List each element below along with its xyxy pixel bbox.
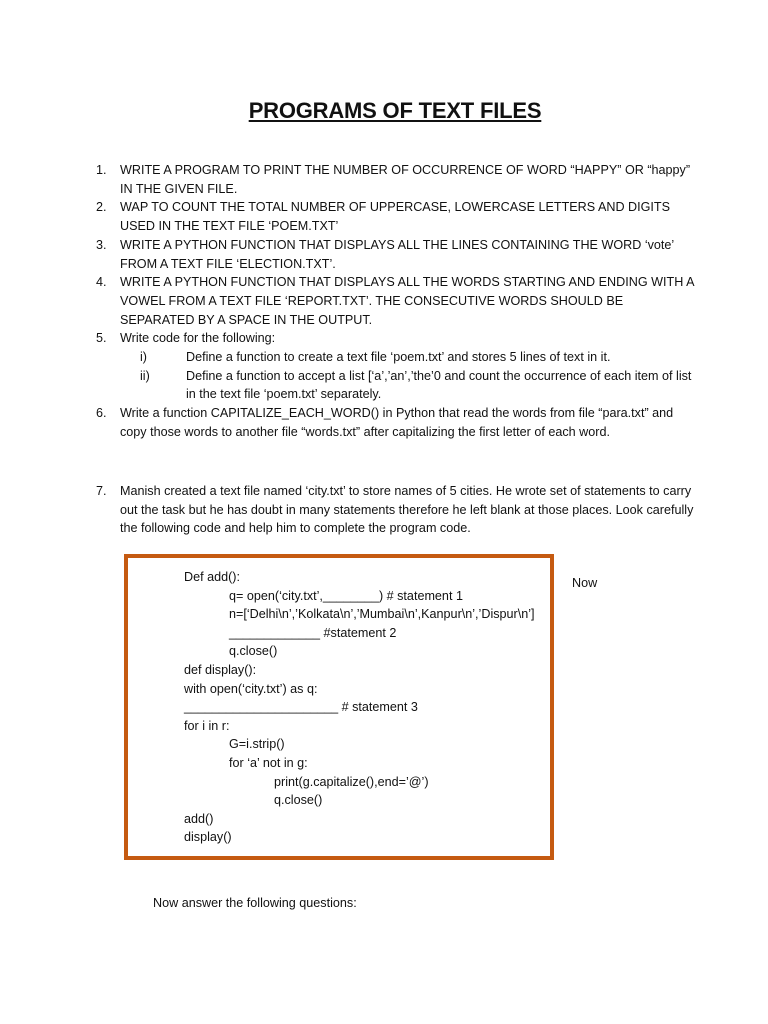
side-note: Now [572,576,598,590]
code-block [184,568,535,847]
question-number: 2. [96,200,107,215]
question-text: WRITE A PYTHON FUNCTION THAT DISPLAYS ALL THE LINES CONTAINING THE WORD ‘vote’ FROM A TEXT FILE ‘ELECTION.TXT’. [120,237,674,271]
question-1 [96,161,696,198]
subitem-i [96,348,696,367]
question-5 [96,329,696,348]
code-line: Def add(): [184,570,240,584]
question-number: 3. [96,237,107,252]
code-box [124,554,554,860]
question-text: WRITE A PROGRAM TO PRINT THE NUMBER OF OCCURRENCE OF WORD “HAPPY” OR “happy” IN THE GIVEN FILE. [120,163,691,196]
code-line: n=[‘Delhi\n’,’Kolkata\n’,’Mumbai\n’,Kanpur\n’,’Dispur\n’] [229,607,535,622]
code-line: q= open(‘city.txt’,________) # statement 1 [229,588,463,603]
question-number: 5. [96,331,107,346]
subitem-number: ii) [140,368,150,383]
question-text: WRITE A PYTHON FUNCTION THAT DISPLAYS ALL THE WORDS STARTING AND ENDING WITH A VOWEL FROM A TEXT FILE ‘REPORT.TXT’. THE CONSECUTIVE WORDS SHOULD BE SEPARATED BY A SPACE IN THE OUTPUT. [120,275,694,327]
footer-instruction: Now answer the following questions: [153,896,357,910]
question-text: Manish created a text file named ‘city.txt’ to store names of 5 cities. He wrote set of statements to carry out the task but he has doubt in many statements therefore he left blank at those places. Look carefully the following code and help him to complete the program code. [120,484,694,536]
code-line: G=i.strip() [229,737,285,752]
subitem-text: Define a function to create a text file ‘poem.txt’ and stores 5 lines of text in it. [186,350,611,365]
question-4 [96,273,696,329]
code-line: _____________ #statement 2 [229,625,397,640]
question-number: 4. [96,275,107,290]
question-number: 7. [96,484,107,498]
question-list [96,161,696,442]
code-line: with open(‘city.txt’) as q: [184,681,318,696]
code-line: def display(): [184,662,257,677]
question-6 [96,404,696,441]
code-line: display() [184,830,232,845]
question-text: Write a function CAPITALIZE_EACH_WORD() in Python that read the words from file “para.txt” and copy those words to another file “words.txt” after capitalizing the first letter of each word. [120,406,674,439]
code-line: for i in r: [184,718,230,733]
question-number: 1. [96,163,107,177]
question-7 [96,482,696,538]
question-text: WAP TO COUNT THE TOTAL NUMBER OF UPPERCASE, LOWERCASE LETTERS AND DIGITS USED IN THE TEXT FILE ‘POEM.TXT’ [120,200,671,234]
code-line: q.close() [274,793,323,808]
question-text: Write code for the following: [120,331,276,346]
code-line: ______________________ # statement 3 [184,700,418,715]
question-3 [96,236,696,273]
question-number: 6. [96,406,107,421]
code-line: print(g.capitalize(),end=’@’) [274,774,429,789]
code-line: q.close() [229,644,278,659]
subitem-ii [96,367,696,404]
code-line: add() [184,811,214,826]
subitem-text: Define a function to accept a list [‘a’,’an’,’the’0 and count the occurrence of each item of list in the text file ‘poem.txt’ separately. [186,368,692,402]
page-title: PROGRAMS OF TEXT FILES [248,98,542,123]
subitem-number: i) [140,350,147,365]
code-line: for ‘a’ not in g: [229,755,308,770]
question-2 [96,198,696,235]
